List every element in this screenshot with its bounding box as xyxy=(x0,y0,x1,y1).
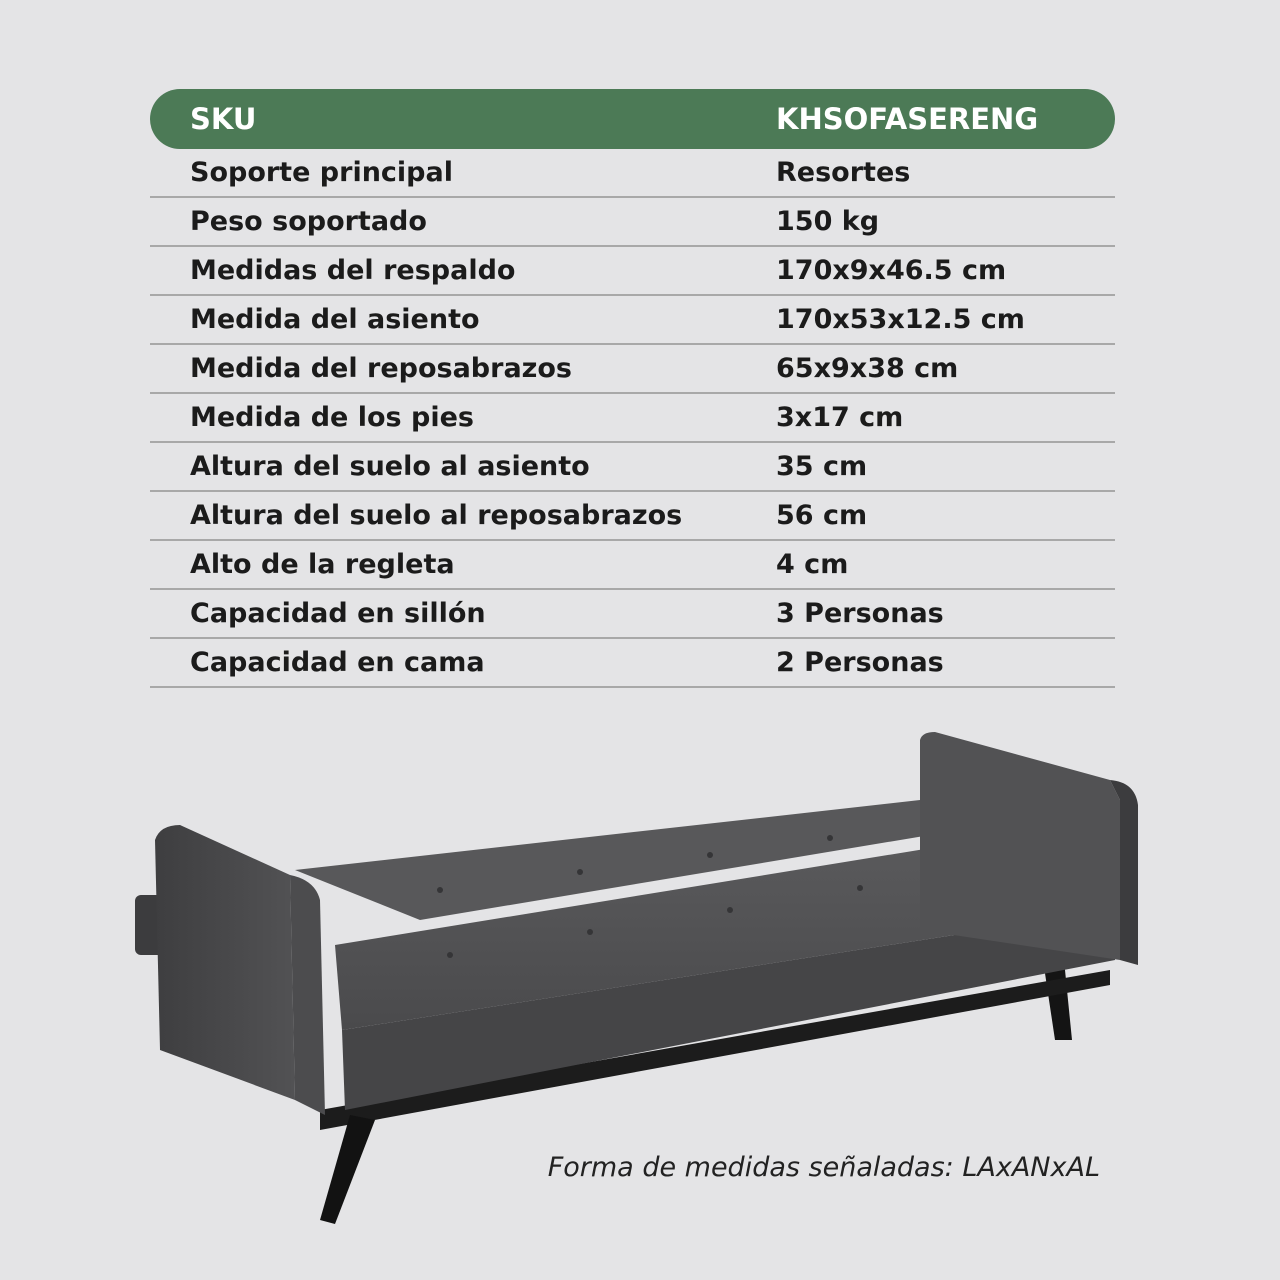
row-label: Altura del suelo al reposabrazos xyxy=(190,500,683,531)
spec-row xyxy=(150,541,1115,590)
spec-row xyxy=(150,590,1115,639)
row-label: Medida de los pies xyxy=(190,402,474,433)
spec-row xyxy=(150,296,1115,345)
row-value: 56 cm xyxy=(776,500,868,531)
spec-row xyxy=(150,247,1115,296)
row-value: 2 Personas xyxy=(776,647,944,678)
row-label: Medidas del respaldo xyxy=(190,255,516,286)
row-value: 150 kg xyxy=(776,206,880,237)
header-value: KHSOFASERENG xyxy=(776,102,1039,136)
spec-row xyxy=(150,394,1115,443)
row-value: 4 cm xyxy=(776,549,849,580)
row-label: Capacidad en cama xyxy=(190,647,485,678)
row-label: Medida del asiento xyxy=(190,304,480,335)
row-label: Capacidad en sillón xyxy=(190,598,486,629)
spec-row xyxy=(150,492,1115,541)
row-label: Soporte principal xyxy=(190,157,453,188)
row-value: 65x9x38 cm xyxy=(776,353,959,384)
row-label: Altura del suelo al asiento xyxy=(190,451,590,482)
row-value: Resortes xyxy=(776,157,911,188)
row-label: Alto de la regleta xyxy=(190,549,455,580)
header-label: SKU xyxy=(190,102,257,136)
row-label: Medida del reposabrazos xyxy=(190,353,572,384)
row-label: Peso soportado xyxy=(190,206,427,237)
spec-row xyxy=(150,345,1115,394)
row-value: 3 Personas xyxy=(776,598,944,629)
spec-row xyxy=(150,443,1115,492)
spec-row xyxy=(150,198,1115,247)
row-value: 3x17 cm xyxy=(776,402,904,433)
row-value: 35 cm xyxy=(776,451,868,482)
spec-row xyxy=(150,639,1115,688)
spec-row xyxy=(150,149,1115,198)
spec-table xyxy=(150,89,1115,688)
row-value: 170x9x46.5 cm xyxy=(776,255,1007,286)
spec-header xyxy=(150,89,1115,149)
measurement-footnote: Forma de medidas señaladas: LAxANxAL xyxy=(547,1152,1100,1183)
row-value: 170x53x12.5 cm xyxy=(776,304,1025,335)
